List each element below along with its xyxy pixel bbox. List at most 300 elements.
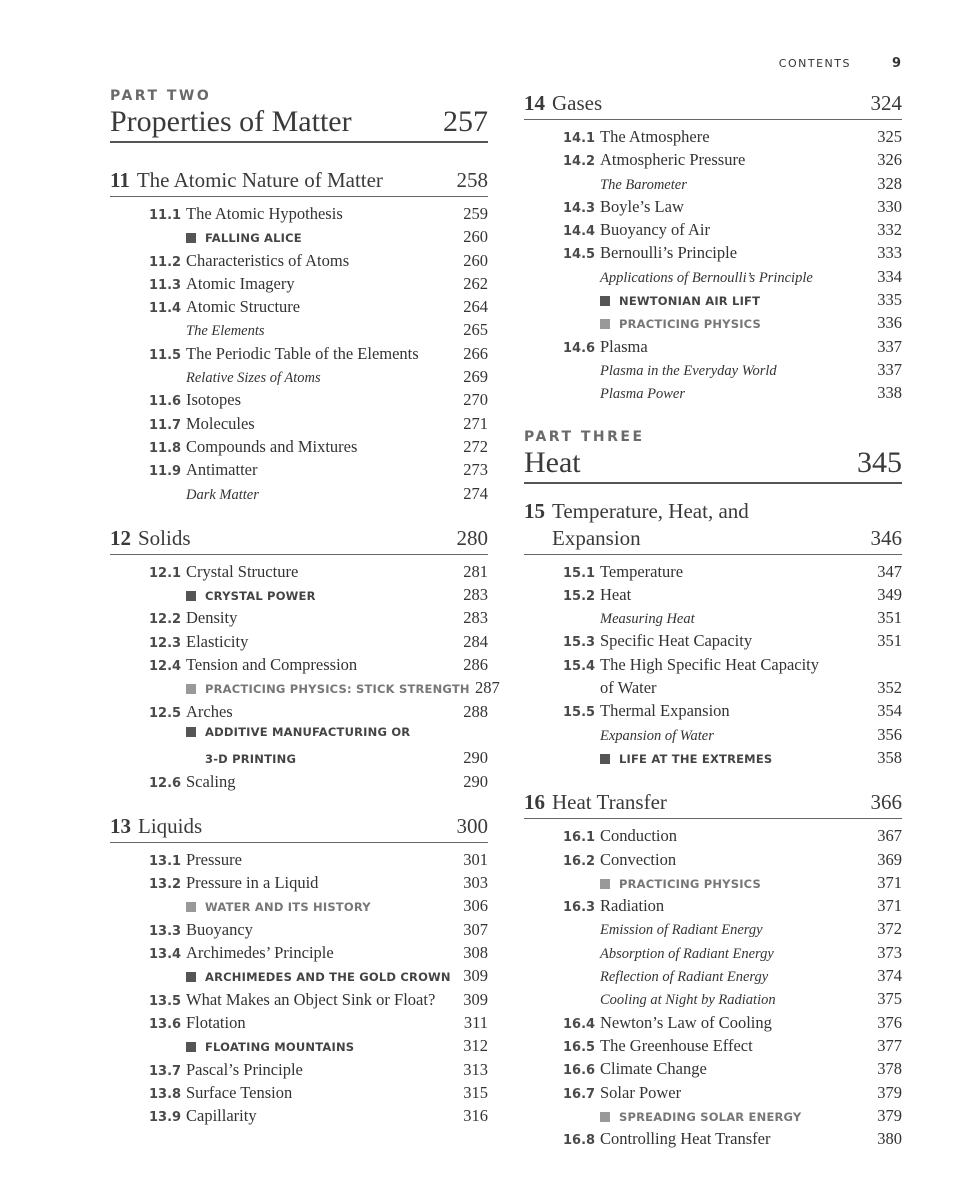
- toc-section[interactable]: [149, 920, 488, 943]
- toc-label: [563, 992, 872, 1009]
- toc-label: [149, 390, 458, 410]
- toc-label: [149, 274, 458, 294]
- page-ref: 266: [463, 343, 488, 363]
- square-bullet-icon: [600, 296, 610, 306]
- page-ref: 367: [877, 826, 902, 846]
- chapter-title: The Atomic Nature of Matter: [136, 168, 383, 192]
- chapter-entries: [524, 555, 902, 772]
- page-ref: 260: [463, 227, 488, 247]
- toc-entry[interactable]: [149, 966, 488, 989]
- page-ref: 330: [877, 196, 902, 216]
- toc-section[interactable]: [563, 337, 902, 360]
- section-number: 16.1: [563, 830, 596, 846]
- toc-section[interactable]: [149, 1106, 488, 1129]
- toc-label: [563, 337, 872, 357]
- section-title: The Greenhouse Effect: [600, 1035, 753, 1055]
- section-title: The Atmosphere: [600, 127, 710, 146]
- square-bullet-icon: [186, 1042, 196, 1052]
- toc-label: [563, 969, 872, 986]
- left-chapters: [110, 167, 500, 1129]
- section-number: 13.9: [149, 1110, 182, 1126]
- toc-label: [563, 127, 872, 147]
- toc-label: [149, 231, 458, 245]
- feature-title: FLOATING MOUNTAINS: [205, 1040, 355, 1055]
- toc-label: [563, 243, 872, 263]
- chapter-heading[interactable]: [110, 525, 488, 555]
- page-ref: 337: [877, 336, 902, 356]
- section-title: Buoyancy of Air: [600, 220, 710, 240]
- section-number: 15.3: [563, 635, 596, 651]
- toc-label: [563, 678, 872, 698]
- chapter-entries: [524, 120, 902, 407]
- toc-entry[interactable]: [563, 748, 902, 771]
- section-title: Pressure: [186, 849, 242, 869]
- toc-label: [149, 850, 458, 870]
- page-ref: 303: [463, 873, 488, 893]
- toc-label: [563, 896, 872, 916]
- section-title: Heat: [600, 584, 632, 604]
- toc-section[interactable]: [563, 826, 902, 849]
- section-number: 12.3: [149, 635, 182, 651]
- feature-title: ADDITIVE MANUFACTURING OR: [205, 724, 411, 739]
- toc-section[interactable]: [563, 701, 902, 724]
- page-ref: 286: [463, 655, 488, 675]
- chapter-number: 14: [524, 91, 545, 115]
- section-title: Flotation: [186, 1012, 246, 1032]
- page-ref: 311: [463, 1012, 488, 1032]
- section-number: 11.3: [149, 277, 182, 293]
- section-number: 12.2: [149, 612, 182, 628]
- toc-section[interactable]: [563, 1083, 902, 1106]
- toc-section[interactable]: [563, 562, 902, 585]
- page-ref: 288: [463, 701, 488, 721]
- chapter-heading[interactable]: [524, 498, 902, 555]
- page-ref: 284: [463, 631, 488, 651]
- section-title: Surface Tension: [186, 1082, 293, 1102]
- toc-section[interactable]: [149, 1083, 488, 1106]
- toc-label: [149, 437, 458, 457]
- chapter-heading[interactable]: [524, 90, 902, 120]
- chapter-heading[interactable]: [110, 167, 488, 197]
- toc-section[interactable]: [149, 990, 488, 1013]
- page-ref: 338: [877, 383, 902, 403]
- toc-label: [563, 655, 872, 675]
- chapter-page: 258: [456, 168, 488, 192]
- toc-section[interactable]: [149, 460, 488, 483]
- chapter-title-line1: Temperature, Heat, and: [552, 498, 749, 523]
- toc-entry[interactable]: [563, 290, 902, 313]
- chapter-title: Solids: [138, 525, 191, 550]
- toc-label: [149, 1106, 458, 1126]
- section-title: Conduction: [600, 826, 677, 846]
- toc-section[interactable]: [149, 344, 488, 367]
- page-ref: 335: [877, 290, 902, 310]
- page-ref: 334: [877, 266, 902, 286]
- toc-label: [149, 608, 458, 628]
- toc-section[interactable]: [563, 655, 902, 678]
- section-title: Specific Heat Capacity: [600, 631, 753, 651]
- section-number: 12.6: [149, 775, 182, 791]
- toc-section[interactable]: [563, 197, 902, 220]
- toc-entry[interactable]: [149, 896, 488, 919]
- chapter-heading[interactable]: [110, 813, 488, 843]
- square-bullet-icon: [186, 727, 196, 737]
- section-title: The Atomic Hypothesis: [186, 204, 343, 223]
- toc-section[interactable]: [149, 1060, 488, 1083]
- feature-title: NEWTONIAN AIR LIFT: [619, 294, 761, 309]
- page-ref: 349: [877, 584, 902, 604]
- section-number: 16.8: [563, 1133, 596, 1149]
- section-title: Characteristics of Atoms: [186, 250, 350, 270]
- toc-entry[interactable]: [563, 608, 902, 631]
- section-title: Elasticity: [186, 631, 249, 651]
- toc-entry[interactable]: [149, 367, 488, 390]
- page-ref: 356: [877, 724, 902, 744]
- feature-title: LIFE AT THE EXTREMES: [619, 751, 773, 766]
- chapter-entries: [110, 555, 500, 795]
- toc-entry[interactable]: [563, 267, 902, 290]
- toc-section[interactable]: [149, 943, 488, 966]
- section-number: 11.5: [149, 347, 182, 363]
- section-number: 15.2: [563, 588, 596, 604]
- section-number: 11.4: [149, 301, 182, 317]
- page-ref: 260: [463, 250, 488, 270]
- feature-title: PRACTICING PHYSICS: [619, 317, 762, 332]
- feature-title: PRACTICING PHYSICS: [619, 876, 762, 891]
- toc-entry[interactable]: [563, 873, 902, 896]
- entry-title: Expansion of Water: [600, 727, 714, 744]
- section-title: Pressure in a Liquid: [186, 873, 319, 893]
- entry-title: Absorption of Radiant Energy: [600, 945, 774, 962]
- section-number: 11.9: [149, 464, 182, 480]
- toc-label: [563, 585, 872, 605]
- section-title: Temperature: [600, 561, 684, 581]
- chapter-title: Heat Transfer: [552, 790, 667, 815]
- page-ref: 326: [877, 150, 902, 170]
- toc-section[interactable]: [149, 437, 488, 460]
- toc-section[interactable]: [149, 297, 488, 320]
- toc-entry[interactable]: [563, 360, 902, 383]
- section-number: 12.4: [149, 659, 182, 675]
- page-ref: 290: [463, 748, 488, 768]
- toc-entry[interactable]: [563, 725, 902, 748]
- toc-entry[interactable]: [149, 1036, 488, 1059]
- toc-label: [563, 1083, 872, 1103]
- toc-section[interactable]: [149, 632, 488, 655]
- chapter-title-line2: Expansion: [552, 525, 641, 550]
- toc-label: [149, 725, 458, 739]
- toc-label: [149, 562, 458, 582]
- toc-label: [563, 1036, 872, 1056]
- toc-entry[interactable]: [149, 725, 488, 748]
- chapter-number: 11: [110, 168, 130, 192]
- chapter-title: Liquids: [138, 813, 203, 838]
- page-number: 9: [891, 56, 901, 71]
- toc-section[interactable]: [563, 631, 902, 654]
- page-ref: 375: [877, 989, 902, 1009]
- entry-title: The Elements: [186, 323, 265, 340]
- section-title: Molecules: [186, 413, 255, 433]
- section-number: 15.5: [563, 705, 596, 721]
- toc-section[interactable]: [149, 655, 488, 678]
- toc-entry[interactable]: [149, 585, 488, 608]
- toc-label: [563, 1059, 872, 1079]
- square-bullet-icon: [600, 879, 610, 889]
- chapter-entries: [110, 843, 488, 1130]
- section-title: Density: [186, 608, 238, 628]
- page-ref: 379: [877, 1082, 902, 1102]
- section-title: The High Specific Heat Capacity: [600, 654, 820, 674]
- feature-title: CRYSTAL POWER: [205, 589, 316, 604]
- toc-label: [563, 270, 872, 287]
- square-bullet-icon: [600, 754, 610, 764]
- toc-label: [563, 294, 872, 308]
- part-title[interactable]: [524, 445, 902, 484]
- toc-entry[interactable]: [563, 989, 902, 1012]
- section-title: Solar Power: [600, 1082, 682, 1102]
- section-number: 16.4: [563, 1016, 596, 1032]
- toc-section[interactable]: [149, 702, 488, 725]
- toc-entry[interactable]: [563, 966, 902, 989]
- square-bullet-icon: [600, 1112, 610, 1122]
- section-number: 14.1: [563, 131, 596, 146]
- part-label: PART TWO: [110, 88, 212, 104]
- section-number: 13.1: [149, 853, 182, 869]
- page-ref: 336: [877, 313, 902, 333]
- section-number: 16.3: [563, 900, 596, 916]
- toc-section[interactable]: [563, 1036, 902, 1059]
- page-ref: 262: [463, 273, 488, 293]
- toc-entry[interactable]: [149, 748, 488, 771]
- toc-section[interactable]: [563, 896, 902, 919]
- toc-label: [149, 970, 458, 984]
- page-ref: 272: [463, 436, 488, 456]
- toc-entry[interactable]: [149, 484, 488, 507]
- page-ref: 369: [877, 849, 902, 869]
- toc-label: [563, 177, 872, 194]
- toc-label: [563, 197, 872, 217]
- page-ref: 371: [877, 896, 902, 916]
- page-ref: 347: [877, 561, 902, 581]
- toc-section[interactable]: [563, 243, 902, 266]
- page-ref: 313: [463, 1059, 488, 1079]
- section-title: What Makes an Object Sink or Float?: [186, 989, 436, 1009]
- section-number: 14.4: [563, 224, 596, 240]
- toc-label: [149, 204, 458, 224]
- toc-section[interactable]: [563, 1129, 902, 1152]
- entry-title: Relative Sizes of Atoms: [186, 370, 321, 387]
- toc-label: [149, 297, 458, 317]
- toc-label: [149, 251, 458, 271]
- page-ref: 309: [463, 989, 488, 1009]
- toc-label: [563, 1110, 872, 1124]
- section-title: The Periodic Table of the Elements: [186, 343, 419, 363]
- page-ref: 333: [877, 243, 902, 263]
- toc-label: [149, 323, 458, 340]
- toc-section[interactable]: [563, 1013, 902, 1036]
- page-ref: 269: [463, 367, 488, 387]
- section-number: 13.8: [149, 1086, 182, 1102]
- section-title: Isotopes: [186, 390, 241, 410]
- section-number: 13.5: [149, 993, 182, 1009]
- page-ref: 264: [463, 297, 488, 317]
- toc-label: [149, 487, 458, 504]
- toc-label: [563, 631, 872, 651]
- toc-label: [149, 772, 458, 792]
- toc-section[interactable]: [149, 204, 488, 227]
- chapter-15: [524, 498, 902, 772]
- page-ref: 358: [877, 747, 902, 767]
- page-ref: 259: [463, 204, 488, 223]
- section-number: 13.2: [149, 877, 182, 893]
- feature-title: WATER AND ITS HISTORY: [205, 900, 371, 915]
- toc-section[interactable]: [149, 608, 488, 631]
- section-number: 13.3: [149, 923, 182, 939]
- chapter-page: 280: [456, 525, 488, 550]
- toc-section[interactable]: [149, 274, 488, 297]
- chapter-heading[interactable]: [524, 789, 902, 819]
- toc-section[interactable]: [149, 850, 488, 873]
- toc-label: [563, 363, 872, 380]
- toc-label: [149, 752, 458, 766]
- toc-label: [563, 752, 872, 766]
- entry-title: Applications of Bernoulli’s Principle: [600, 269, 813, 286]
- chapter-page: 346: [870, 525, 902, 550]
- toc-section[interactable]: [149, 251, 488, 274]
- toc-label: [149, 414, 458, 434]
- entry-title: Measuring Heat: [600, 611, 695, 628]
- page-ref: 312: [463, 1036, 488, 1056]
- toc-section[interactable]: [563, 127, 902, 150]
- toc-entry[interactable]: [563, 919, 902, 942]
- chapter-title: Gases: [552, 91, 603, 115]
- section-number: 15.4: [563, 658, 596, 674]
- toc-section[interactable]: [149, 414, 488, 437]
- toc-label: [149, 702, 458, 722]
- toc-section[interactable]: [149, 1013, 488, 1036]
- section-number: 15.1: [563, 565, 596, 581]
- toc-label: [149, 900, 458, 914]
- feature-title: SPREADING SOLAR ENERGY: [619, 1109, 802, 1124]
- toc-entry[interactable]: [149, 320, 488, 343]
- section-number: 11.8: [149, 440, 182, 456]
- page-ref: 351: [877, 631, 902, 651]
- page-ref: 380: [877, 1129, 902, 1149]
- page-ref: 332: [877, 220, 902, 240]
- part-title[interactable]: [110, 104, 488, 143]
- toc-entry[interactable]: [563, 1106, 902, 1129]
- section-number: 12.5: [149, 705, 182, 721]
- toc-section[interactable]: [149, 562, 488, 585]
- chapter-entries: [110, 197, 488, 507]
- toc-label: [563, 1129, 872, 1149]
- section-number: 13.6: [149, 1016, 182, 1032]
- page-ref: 307: [463, 919, 488, 939]
- page-ref: 354: [877, 701, 902, 721]
- toc-label: [149, 1040, 458, 1054]
- toc-section[interactable]: [149, 772, 488, 795]
- toc-entry[interactable]: [149, 678, 500, 701]
- page-ref: 287: [475, 678, 500, 698]
- toc-label: [563, 877, 872, 891]
- section-title: Compounds and Mixtures: [186, 436, 358, 456]
- page-ref: 274: [463, 483, 488, 503]
- part-title-text: Heat: [524, 445, 581, 479]
- section-title: Buoyancy: [186, 919, 253, 939]
- toc-label: [563, 562, 872, 582]
- section-number: 14.5: [563, 247, 596, 263]
- toc-section[interactable]: [563, 220, 902, 243]
- page-ref: 306: [463, 896, 488, 916]
- toc-section[interactable]: [563, 1059, 902, 1082]
- page-ref: 309: [463, 966, 488, 986]
- toc-label: [149, 460, 458, 480]
- chapter-number: 15: [524, 498, 545, 523]
- entry-title: Cooling at Night by Radiation: [600, 992, 776, 1009]
- section-number: 14.2: [563, 154, 596, 170]
- toc-label: [563, 728, 872, 745]
- section-title: Climate Change: [600, 1059, 707, 1079]
- chapter-entries: [524, 819, 902, 1152]
- square-bullet-icon: [186, 591, 196, 601]
- page-ref: 371: [877, 872, 902, 892]
- page-ref: 337: [877, 359, 902, 379]
- section-number: 14.6: [563, 340, 596, 356]
- page-ref: 283: [463, 608, 488, 628]
- chapter-16: [524, 789, 902, 1152]
- page-ref: 378: [877, 1059, 902, 1079]
- right-column: [524, 88, 902, 1152]
- toc-entry[interactable]: [563, 678, 902, 701]
- section-title: Arches: [186, 701, 233, 721]
- section-number: 11.2: [149, 254, 182, 270]
- toc-label: [563, 150, 872, 170]
- section-title: Atmospheric Pressure: [600, 150, 746, 170]
- section-number: 13.4: [149, 947, 182, 963]
- toc-label: [563, 611, 872, 628]
- page-ref: 377: [877, 1035, 902, 1055]
- toc-label: [149, 943, 458, 963]
- part-page: 257: [443, 105, 488, 138]
- toc-section[interactable]: [149, 390, 488, 413]
- section-title: Crystal Structure: [186, 561, 299, 581]
- toc-entry[interactable]: [563, 383, 902, 406]
- toc-label: [149, 920, 458, 940]
- toc-entry[interactable]: [149, 227, 488, 250]
- toc-section[interactable]: [563, 585, 902, 608]
- toc-label: [149, 990, 458, 1010]
- square-bullet-icon: [186, 684, 196, 694]
- toc-label: [149, 682, 470, 696]
- toc-label: [149, 370, 458, 387]
- toc-entry[interactable]: [563, 943, 902, 966]
- toc-entry[interactable]: [563, 174, 902, 197]
- section-title: Scaling: [186, 771, 236, 791]
- chapter-page: 300: [456, 813, 488, 838]
- page-ref: 273: [463, 460, 488, 480]
- feature-title: FALLING ALICE: [205, 231, 302, 246]
- square-bullet-icon: [186, 972, 196, 982]
- toc-section[interactable]: [563, 850, 902, 873]
- page-ref: 315: [463, 1082, 488, 1102]
- running-head-title: CONTENTS: [778, 57, 851, 70]
- section-number: 16.6: [563, 1063, 596, 1079]
- toc-section[interactable]: [563, 150, 902, 173]
- toc-label: [563, 701, 872, 721]
- page-ref: 351: [877, 608, 902, 628]
- toc-section[interactable]: [149, 873, 488, 896]
- toc-entry[interactable]: [563, 313, 902, 336]
